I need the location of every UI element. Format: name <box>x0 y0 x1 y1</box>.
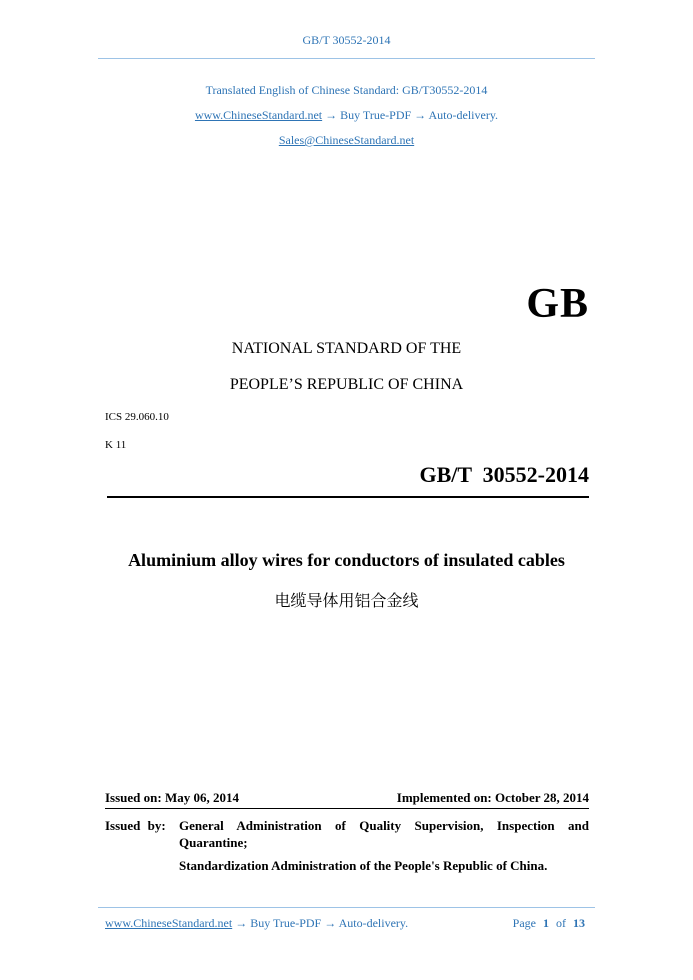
page-total: 13 <box>573 916 585 930</box>
arrow-icon: → <box>324 916 337 930</box>
chinese-title: 电缆导体用铝合金线 <box>274 591 419 610</box>
footer-purchase-line <box>105 916 408 931</box>
header-rule <box>98 58 595 59</box>
english-title: Aluminium alloy wires for conductors of insulated cables <box>128 550 565 570</box>
auto-delivery-text: Auto-delivery. <box>428 108 499 122</box>
page-word: Page <box>512 916 536 930</box>
issuer-line-2: Quarantine; <box>179 835 248 850</box>
page-current: 1 <box>543 916 549 930</box>
issuer-line-3: Standardization Administration of the People's Republic of China. <box>179 858 548 873</box>
issuer-line-1: General Administration of Quality Supervision, Inspection and <box>179 818 589 833</box>
implemented-on-date: Implemented on: October 28, 2014 <box>396 790 589 805</box>
arrow-icon: → <box>235 916 248 930</box>
running-header-title: GB/T 30552-2014 <box>302 33 391 47</box>
buy-true-pdf-text: Buy True-PDF <box>340 108 412 122</box>
footer-buy-true-pdf-text: Buy True-PDF <box>250 916 322 930</box>
issued-on-date: Issued on: May 06, 2014 <box>105 790 239 805</box>
sales-email-row <box>0 133 693 148</box>
arrow-icon: → <box>414 108 427 122</box>
gb-logo: GB <box>526 281 589 327</box>
arrow-icon: → <box>325 108 338 122</box>
of-word: of <box>556 916 566 930</box>
dates-rule <box>105 808 589 809</box>
footer-rule <box>98 907 595 908</box>
footer-auto-delivery-text: Auto-delivery. <box>338 916 409 930</box>
footer-site-link[interactable]: www.ChineseStandard.net <box>105 916 233 930</box>
sales-email-link[interactable]: Sales@ChineseStandard.net <box>278 133 415 147</box>
translated-english-line: Translated English of Chinese Standard: GB/T30552-2014 <box>205 83 488 97</box>
ccs-code: K 11 <box>105 439 127 451</box>
ics-code: ICS 29.060.10 <box>105 411 169 423</box>
issued-by-label: Issued by: <box>105 818 166 833</box>
site-link[interactable]: www.ChineseStandard.net <box>194 108 323 122</box>
purchase-line <box>0 108 693 123</box>
national-standard-line1: NATIONAL STANDARD OF THE <box>231 340 462 357</box>
page-indicator <box>513 916 585 931</box>
standard-number-rule <box>107 496 589 498</box>
national-standard-line2: PEOPLE’S REPUBLIC OF CHINA <box>229 376 464 393</box>
standard-number: GB/T 30552-2014 <box>419 462 589 487</box>
